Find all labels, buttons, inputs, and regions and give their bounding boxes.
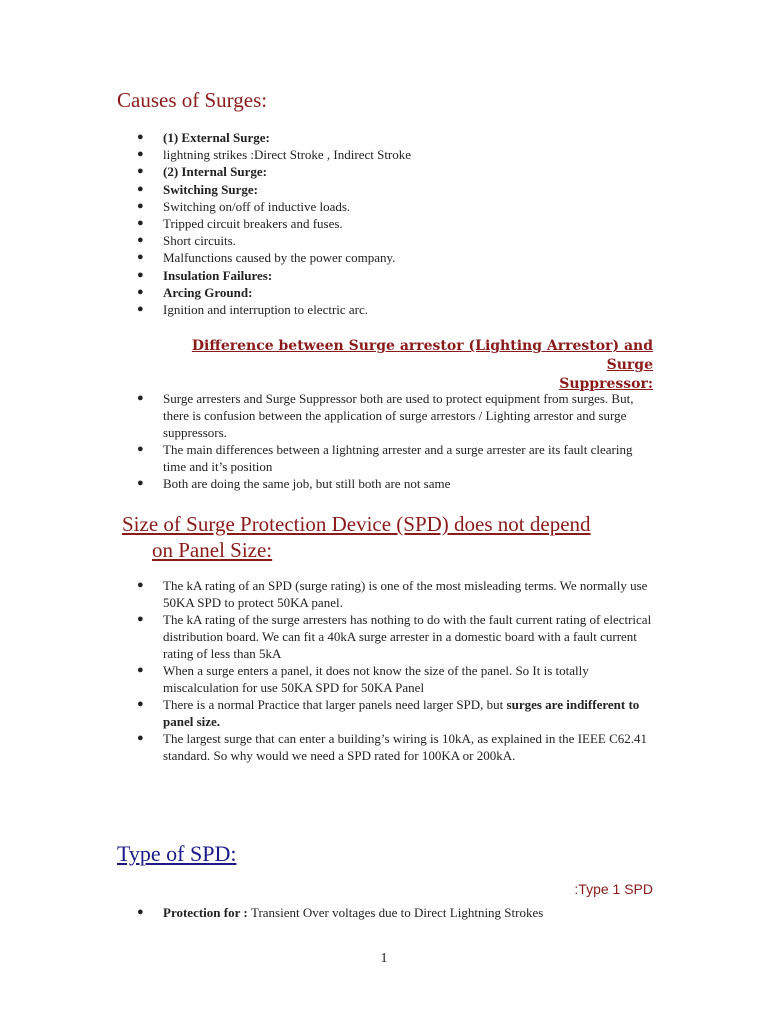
heading-type-of-spd: Type of SPD: xyxy=(117,841,237,866)
bullet-icon: ● xyxy=(137,392,144,404)
list-item-text: The largest surge that can enter a building’s wiring is 10kA, as explained in the IEEE C62.41 standard. So why would we need a SPD rated for 100KA or 200kA. xyxy=(163,731,648,763)
subheading-type-1-spd: :Type 1 SPD xyxy=(574,881,653,897)
list-item-text: Surge arresters and Surge Suppressor both are used to protect equipment from surges. But, there is confusion between the application of surge arrestors / Lighting arrestor and surge suppressors. xyxy=(163,391,634,440)
list-item xyxy=(137,611,657,662)
list-item-text: Transient Over voltages due to Direct Lightning Strokes xyxy=(250,905,544,920)
bullet-icon: ● xyxy=(137,148,144,161)
list-item xyxy=(137,129,411,146)
list-item xyxy=(137,232,411,249)
list-item-text: Switching on/off of inductive loads. xyxy=(163,198,351,214)
list-item-text: There is a normal Practice that larger panels need larger SPD, but xyxy=(163,697,507,712)
list-item xyxy=(137,475,657,492)
bullet-icon: ● xyxy=(137,131,144,143)
list-item xyxy=(137,215,411,232)
heading-line: on Panel Size: xyxy=(152,538,273,562)
list-item-text: Arcing Ground: xyxy=(163,284,253,300)
list-item-text: Both are doing the same job, but still both are not same xyxy=(163,476,451,491)
list-item-text: The main differences between a lightning arrester and a surge arrester are its fault clearing time and it’s position xyxy=(163,442,633,474)
bullet-icon: ● xyxy=(137,732,144,744)
list-item xyxy=(137,301,411,318)
list-item xyxy=(137,249,411,266)
bullet-icon: ● xyxy=(137,199,144,212)
list-item-bold-text: surges are indifferent to panel size. xyxy=(163,697,640,729)
bullet-icon: ● xyxy=(137,613,144,625)
list-item xyxy=(137,181,411,198)
list-item-text: lightning strikes :Direct Stroke , Indirect Stroke xyxy=(163,147,412,163)
list-item-text: The kA rating of an SPD (surge rating) is one of the most misleading terms. We normally use 50KA SPD to protect 50KA panel. xyxy=(163,578,648,610)
bullet-icon: ● xyxy=(137,477,144,489)
list-item xyxy=(137,390,657,441)
list-item xyxy=(137,146,411,163)
heading-spd-size xyxy=(122,511,662,563)
heading-line: Suppressor: xyxy=(559,376,653,392)
list-item xyxy=(137,284,411,301)
list-item-text: Malfunctions caused by the power company. xyxy=(163,250,396,266)
type-1-list xyxy=(137,904,657,921)
list-item-text: Insulation Failures: xyxy=(163,267,273,283)
bullet-icon: ● xyxy=(137,165,144,178)
difference-list xyxy=(137,390,657,492)
list-item xyxy=(137,441,657,475)
causes-list xyxy=(137,129,411,318)
bullet-icon: ● xyxy=(137,182,144,195)
heading-line: Size of Surge Protection Device (SPD) does not depend xyxy=(122,512,591,536)
bullet-icon: ● xyxy=(137,664,144,676)
bullet-icon: ● xyxy=(137,579,144,591)
heading-difference-surge-arrestor-suppressor xyxy=(150,337,653,394)
bullet-icon: ● xyxy=(137,234,144,247)
bullet-icon: ● xyxy=(137,268,144,281)
list-item-text: (2) Internal Surge: xyxy=(163,164,267,180)
page-number: 1 xyxy=(380,951,388,966)
list-item-text: Short circuits. xyxy=(163,233,236,249)
bullet-icon: ● xyxy=(137,906,144,918)
bullet-icon: ● xyxy=(137,303,144,316)
list-item-text: When a surge enters a panel, it does not know the size of the panel. So It is totally miscalculation for use 50KA SPD for 50KA Panel xyxy=(163,663,589,695)
list-item-label: Protection for : xyxy=(163,905,251,920)
list-item-text: (1) External Surge: xyxy=(163,130,270,145)
spd-size-list xyxy=(137,577,657,764)
bullet-icon: ● xyxy=(137,285,144,298)
heading-causes-of-surges: Causes of Surges: xyxy=(117,88,268,112)
bullet-icon: ● xyxy=(137,217,144,230)
list-item xyxy=(137,198,411,215)
bullet-icon: ● xyxy=(137,251,144,264)
list-item xyxy=(137,267,411,284)
list-item-text: Tripped circuit breakers and fuses. xyxy=(163,216,343,232)
bullet-icon: ● xyxy=(137,443,144,455)
list-item-text: Ignition and interruption to electric arc. xyxy=(163,302,369,318)
list-item xyxy=(137,577,657,611)
list-item-text: Switching Surge: xyxy=(163,181,258,197)
list-item xyxy=(137,730,657,764)
list-item-text: The kA rating of the surge arresters has nothing to do with the fault current rating of electrical distribution board. We can fit a 40kA surge arrester in a domestic board with a fault current rating of less than 5kA xyxy=(163,612,652,661)
heading-line: Difference between Surge arrestor (Lighting Arrestor) and Surge xyxy=(191,338,653,373)
list-item xyxy=(137,904,657,921)
list-item xyxy=(137,696,657,730)
list-item xyxy=(137,662,657,696)
bullet-icon: ● xyxy=(137,698,144,710)
list-item xyxy=(137,163,411,180)
